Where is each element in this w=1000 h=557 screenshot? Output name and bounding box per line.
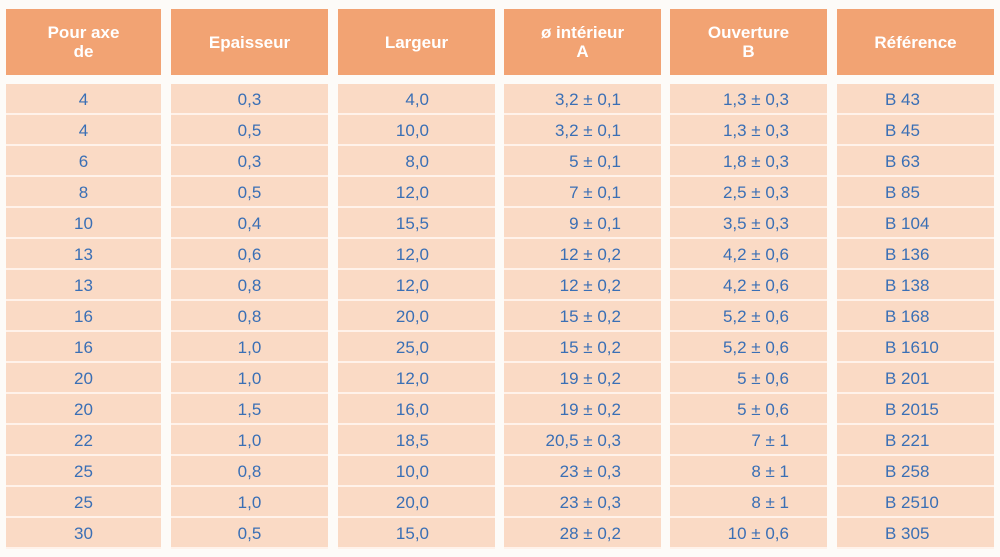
table-cell-axe: 20 (6, 363, 161, 394)
header-epaisseur-label: Epaisseur (208, 32, 291, 52)
table-cell-ouverture: 1,3 ± 0,3 (670, 84, 827, 115)
table-cell-interieur: 5 ± 0,1 (504, 146, 661, 177)
table-cell-axe: 30 (6, 518, 161, 549)
table-cell-interieur: 3,2 ± 0,1 (504, 115, 661, 146)
table-cell-axe: 4 (6, 84, 161, 115)
column-body-axe (6, 84, 161, 548)
table-cell-epaisseur: 1,0 (171, 425, 328, 456)
table-cell-ouverture: 3,5 ± 0,3 (670, 208, 827, 239)
table-cell-reference: B 136 (837, 239, 994, 270)
table-cell-axe: 20 (6, 394, 161, 425)
table-cell-reference: B 63 (837, 146, 994, 177)
table-cell-ouverture: 1,8 ± 0,3 (670, 146, 827, 177)
table-cell-interieur: 7 ± 0,1 (504, 177, 661, 208)
table-cell-reference: B 104 (837, 208, 994, 239)
table-cell-axe: 8 (6, 177, 161, 208)
table-cell-reference: B 2510 (837, 487, 994, 518)
table-cell-largeur: 10,0 (338, 456, 495, 487)
table-cell-ouverture: 1,3 ± 0,3 (670, 115, 827, 146)
header-axe (6, 9, 161, 75)
column-body-largeur (338, 84, 495, 548)
table-cell-interieur: 15 ± 0,2 (504, 332, 661, 363)
table-cell-axe: 13 (6, 239, 161, 270)
header-reference (837, 9, 994, 75)
table-cell-ouverture: 5 ± 0,6 (670, 394, 827, 425)
column-body-epaisseur (171, 84, 328, 548)
table-cell-axe: 13 (6, 270, 161, 301)
table-cell-ouverture: 5,2 ± 0,6 (670, 332, 827, 363)
header-interieur-line2: A (576, 42, 589, 61)
table-cell-reference: B 85 (837, 177, 994, 208)
table-cell-epaisseur: 0,3 (171, 84, 328, 115)
table-cell-interieur: 23 ± 0,3 (504, 456, 661, 487)
table-cell-interieur: 15 ± 0,2 (504, 301, 661, 332)
table-cell-largeur: 12,0 (338, 270, 495, 301)
table-cell-reference: B 138 (837, 270, 994, 301)
table-cell-ouverture: 7 ± 1 (670, 425, 827, 456)
table-cell-epaisseur: 0,8 (171, 301, 328, 332)
table-cell-largeur: 8,0 (338, 146, 495, 177)
table-cell-ouverture: 4,2 ± 0,6 (670, 239, 827, 270)
table-cell-interieur: 20,5 ± 0,3 (504, 425, 661, 456)
table-cell-largeur: 15,5 (338, 208, 495, 239)
table-cell-axe: 6 (6, 146, 161, 177)
table-cell-epaisseur: 1,0 (171, 332, 328, 363)
table-cell-largeur: 18,5 (338, 425, 495, 456)
table-cell-axe: 10 (6, 208, 161, 239)
table-cell-epaisseur: 1,0 (171, 487, 328, 518)
column-body-ouverture (670, 84, 827, 548)
table-cell-ouverture: 8 ± 1 (670, 487, 827, 518)
table-cell-axe: 25 (6, 456, 161, 487)
table-cell-largeur: 20,0 (338, 301, 495, 332)
column-body-reference (837, 84, 994, 548)
table-cell-reference: B 43 (837, 84, 994, 115)
table-cell-epaisseur: 0,8 (171, 270, 328, 301)
table-cell-epaisseur: 1,0 (171, 363, 328, 394)
table-cell-largeur: 20,0 (338, 487, 495, 518)
header-ouverture-line1: Ouverture (707, 23, 790, 42)
table-cell-largeur: 16,0 (338, 394, 495, 425)
header-reference-label: Référence (874, 32, 957, 52)
header-largeur (338, 9, 495, 75)
table-cell-largeur: 15,0 (338, 518, 495, 549)
table-cell-epaisseur: 0,6 (171, 239, 328, 270)
table-cell-axe: 4 (6, 115, 161, 146)
table-cell-largeur: 4,0 (338, 84, 495, 115)
table-cell-largeur: 12,0 (338, 177, 495, 208)
table-cell-epaisseur: 0,3 (171, 146, 328, 177)
table-cell-reference: B 258 (837, 456, 994, 487)
table-cell-ouverture: 8 ± 1 (670, 456, 827, 487)
table-cell-interieur: 28 ± 0,2 (504, 518, 661, 549)
table-cell-epaisseur: 0,5 (171, 518, 328, 549)
header-largeur-label: Largeur (384, 32, 449, 52)
header-epaisseur (171, 9, 328, 75)
header-axe-line2: de (73, 42, 94, 61)
header-axe-line1: Pour axe (47, 23, 120, 42)
table-cell-epaisseur: 0,5 (171, 177, 328, 208)
table-cell-epaisseur: 0,5 (171, 115, 328, 146)
table-cell-epaisseur: 0,8 (171, 456, 328, 487)
table-cell-axe: 22 (6, 425, 161, 456)
table-cell-reference: B 1610 (837, 332, 994, 363)
table-cell-interieur: 19 ± 0,2 (504, 363, 661, 394)
table-cell-axe: 25 (6, 487, 161, 518)
table-cell-reference: B 2015 (837, 394, 994, 425)
header-ouverture (670, 9, 827, 75)
table-cell-reference: B 221 (837, 425, 994, 456)
header-interieur (504, 9, 661, 75)
table-cell-reference: B 201 (837, 363, 994, 394)
table-cell-reference: B 168 (837, 301, 994, 332)
table-cell-reference: B 305 (837, 518, 994, 549)
table-cell-interieur: 12 ± 0,2 (504, 239, 661, 270)
table-cell-ouverture: 4,2 ± 0,6 (670, 270, 827, 301)
table-cell-largeur: 25,0 (338, 332, 495, 363)
table-cell-ouverture: 2,5 ± 0,3 (670, 177, 827, 208)
table-cell-interieur: 19 ± 0,2 (504, 394, 661, 425)
table-cell-axe: 16 (6, 332, 161, 363)
table-cell-epaisseur: 1,5 (171, 394, 328, 425)
header-interieur-line1: ø intérieur (540, 23, 625, 42)
table-cell-interieur: 9 ± 0,1 (504, 208, 661, 239)
table-cell-interieur: 23 ± 0,3 (504, 487, 661, 518)
table-cell-interieur: 3,2 ± 0,1 (504, 84, 661, 115)
table-cell-ouverture: 5 ± 0,6 (670, 363, 827, 394)
table-cell-axe: 16 (6, 301, 161, 332)
table-cell-largeur: 12,0 (338, 239, 495, 270)
table-cell-ouverture: 10 ± 0,6 (670, 518, 827, 549)
table-cell-epaisseur: 0,4 (171, 208, 328, 239)
table-cell-reference: B 45 (837, 115, 994, 146)
column-body-interieur (504, 84, 661, 548)
table-cell-largeur: 10,0 (338, 115, 495, 146)
table-cell-interieur: 12 ± 0,2 (504, 270, 661, 301)
table-cell-largeur: 12,0 (338, 363, 495, 394)
header-ouverture-line2: B (742, 42, 755, 61)
table-cell-ouverture: 5,2 ± 0,6 (670, 301, 827, 332)
